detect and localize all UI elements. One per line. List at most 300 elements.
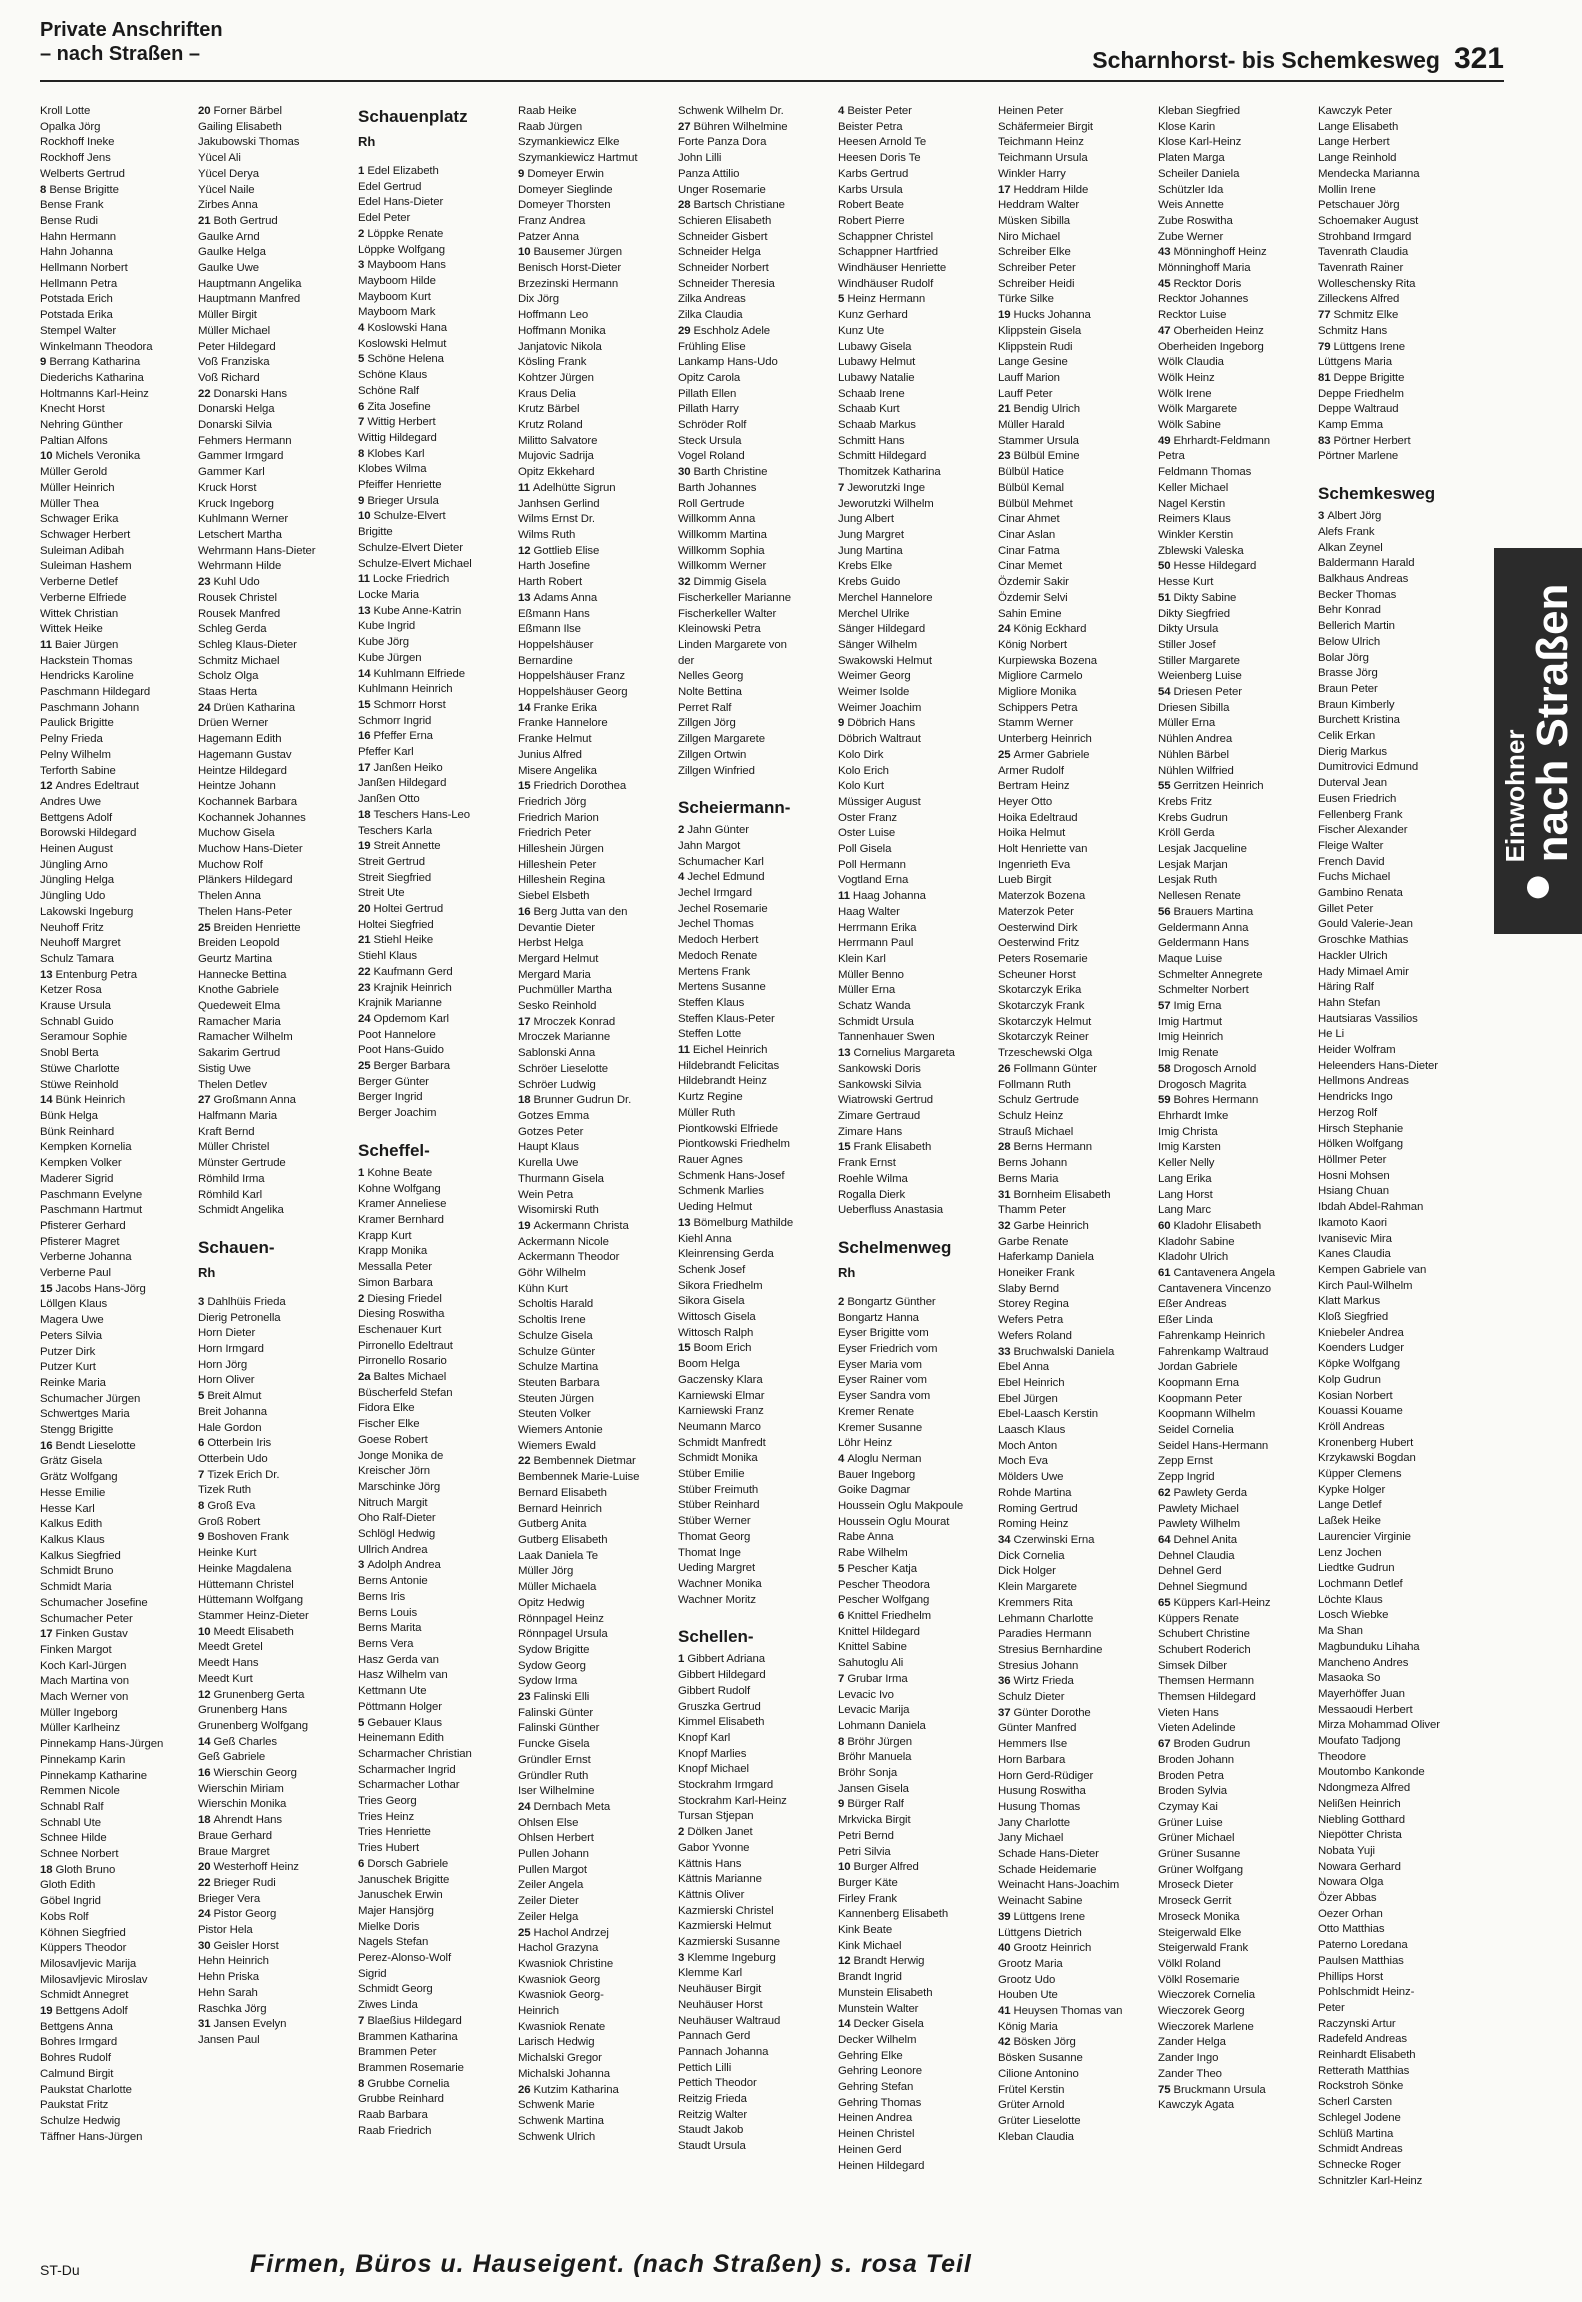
resident-entry [1158, 497, 1308, 513]
house-number: 10 [198, 1625, 214, 1638]
house-number: 17 [518, 1015, 534, 1028]
resident-name: Schnitzler Karl-Heinz [1318, 2174, 1423, 2187]
resident-entry [40, 1030, 190, 1046]
resident-name: Domeyer Sieglinde [518, 183, 613, 196]
resident-entry [998, 1878, 1148, 1894]
resident-name: Kink Michael [838, 1939, 902, 1952]
resident-name: Gibbert Adriana [687, 1653, 765, 1666]
resident-name: Schmidt Monika [678, 1452, 758, 1465]
header-rule [40, 80, 1504, 82]
resident-name: Opdemom Karl [373, 1012, 449, 1025]
resident-entry [1318, 1938, 1468, 1954]
resident-name: Stüber Werner [678, 1515, 751, 1528]
resident-name: Opitz Carola [678, 371, 741, 384]
resident-name: Klose Karin [1158, 120, 1216, 133]
resident-entry [838, 1797, 988, 1813]
resident-name: Schumacher Peter [40, 1612, 133, 1625]
resident-name: Pohlschmidt Heinz- [1318, 1986, 1415, 1999]
resident-entry [40, 842, 190, 858]
resident-entry [678, 449, 828, 465]
resident-name: Pillath Ellen [678, 387, 737, 400]
resident-entry [358, 1982, 508, 1998]
house-number: 10 [518, 246, 534, 259]
resident-name: Bruckmann Ursula [1173, 2083, 1266, 2096]
resident-name: Schappner Christel [838, 230, 934, 243]
resident-name: Grüter Lieselotte [998, 2115, 1081, 2127]
resident-name: Hesse Kurt [1158, 576, 1214, 589]
resident-name: Grüner Michael [1158, 1832, 1235, 1845]
resident-name: Dahlhüis Frieda [207, 1295, 286, 1308]
resident-name: Seidel Hans-Hermann [1158, 1439, 1269, 1452]
resident-entry [678, 1389, 828, 1405]
resident-name: Knittel Friedhelm [847, 1609, 932, 1622]
resident-name: Franz Andrea [518, 214, 586, 227]
resident-name: Stüber Freimuth [678, 1483, 759, 1496]
resident-entry [358, 1747, 508, 1763]
resident-entry [678, 1652, 828, 1668]
resident-entry [40, 1941, 190, 1957]
resident-name: Terforth Sabine [40, 764, 116, 777]
resident-entry [838, 559, 988, 575]
resident-name: Roming Gertrud [998, 1502, 1078, 1515]
resident-entry [1158, 214, 1308, 230]
resident-entry [40, 1627, 190, 1643]
resident-entry [518, 1784, 668, 1800]
resident-name: Nobata Yuji [1318, 1844, 1375, 1857]
resident-name: Moch Anton [998, 1439, 1058, 1452]
resident-entry [358, 792, 508, 808]
resident-entry [518, 952, 668, 968]
resident-entry [40, 1235, 190, 1251]
resident-entry [1318, 792, 1468, 808]
resident-name: Harth Robert [518, 576, 583, 589]
resident-name: Brammen Katharina [358, 2030, 458, 2043]
resident-entry [1318, 340, 1468, 356]
resident-entry [838, 1358, 988, 1374]
resident-name: Klemme Ingeburg [687, 1951, 776, 1964]
resident-name: Sankowski Doris [838, 1062, 921, 1075]
resident-entry [198, 214, 348, 230]
resident-entry [998, 1674, 1148, 1690]
resident-entry [1318, 1954, 1468, 1970]
resident-name: Ikamoto Kaori [1318, 1216, 1387, 1229]
resident-name: Krzykawski Bogdan [1318, 1452, 1416, 1465]
house-number: 30 [198, 1939, 214, 1952]
resident-name: Kättnis Marianne [678, 1873, 762, 1886]
resident-entry [1158, 905, 1308, 921]
resident-entry [678, 1043, 828, 1059]
resident-name: Hautsiaras Vassilios [1318, 1012, 1418, 1025]
resident-name: Steigerwald Elke [1158, 1926, 1242, 1939]
resident-entry [40, 214, 190, 230]
resident-entry [678, 135, 828, 151]
resident-name: Wiemers Ewald [518, 1439, 596, 1452]
resident-name: Ackermann Nicole [518, 1235, 609, 1248]
resident-name: Aloglu Nerman [847, 1452, 922, 1465]
resident-entry [1318, 1012, 1468, 1028]
resident-entry [518, 1753, 668, 1769]
resident-name: Both Gertrud [213, 214, 278, 227]
resident-name: Stockrahm Irmgard [678, 1779, 774, 1792]
resident-entry [358, 1637, 508, 1653]
resident-name: Opitz Ekkehard [518, 466, 595, 479]
resident-entry [40, 1533, 190, 1549]
resident-name: Mayboom Hans [367, 259, 446, 272]
resident-entry [518, 921, 668, 937]
resident-name: Suleiman Adibah [40, 544, 124, 557]
resident-entry [998, 764, 1148, 780]
resident-name: Kruck Ingeborg [198, 497, 274, 510]
resident-name: Thamm Peter [998, 1204, 1066, 1217]
resident-name: Pettich Theodor [678, 2077, 757, 2090]
resident-name: Simsek Dilber [1158, 1659, 1227, 1672]
resident-name: Kladohr Sabine [1158, 1235, 1235, 1248]
resident-entry [1318, 151, 1468, 167]
resident-entry [1158, 1297, 1308, 1313]
resident-name: Willkomm Werner [678, 560, 767, 573]
resident-entry [1318, 1687, 1468, 1703]
resident-entry [1158, 528, 1308, 544]
resident-name: Scharmacher Christian [358, 1747, 472, 1760]
resident-entry [838, 1109, 988, 1125]
resident-entry [678, 1074, 828, 1090]
resident-entry [838, 355, 988, 371]
resident-entry [358, 1197, 508, 1213]
resident-entry [198, 1109, 348, 1125]
resident-name: Zita Josefine [367, 400, 431, 413]
resident-entry [198, 402, 348, 418]
resident-name: Geß Charles [213, 1735, 278, 1748]
resident-entry [1318, 1153, 1468, 1169]
resident-name: Boom Helga [678, 1358, 740, 1371]
resident-name: Hachol Andrzej [533, 1926, 609, 1939]
resident-entry [40, 1062, 190, 1078]
resident-entry [1158, 1062, 1308, 1078]
resident-entry [40, 905, 190, 921]
resident-name: Lüttgens Irene [1013, 1910, 1085, 1923]
resident-name: Beister Petra [838, 120, 903, 133]
resident-entry [838, 245, 988, 261]
resident-name: Horn Oliver [198, 1374, 255, 1387]
resident-name: Haag Walter [838, 905, 900, 918]
resident-entry [1158, 1941, 1308, 1957]
resident-entry [998, 1706, 1148, 1722]
resident-entry [838, 340, 988, 356]
house-number: 15 [678, 1342, 694, 1355]
resident-name: Paterno Loredana [1318, 1939, 1408, 1952]
resident-name: Recktor Johannes [1158, 293, 1249, 306]
resident-name: Krause Ursula [40, 1000, 111, 1013]
resident-entry [198, 1750, 348, 1766]
resident-name: Jüngling Udo [40, 890, 106, 903]
resident-entry [518, 559, 668, 575]
resident-entry [678, 402, 828, 418]
resident-entry [998, 418, 1148, 434]
resident-entry [838, 795, 988, 811]
resident-entry [678, 1684, 828, 1700]
house-number: 31 [998, 1188, 1014, 1201]
resident-name: Reitzig Walter [678, 2108, 748, 2121]
resident-entry [358, 902, 508, 918]
resident-name: Schaab Irene [838, 387, 905, 400]
resident-entry [1158, 858, 1308, 874]
resident-name: Zeiler Angela [518, 1879, 584, 1892]
resident-name: Kösling Frank [518, 356, 587, 369]
resident-entry [838, 575, 988, 591]
resident-entry [358, 839, 508, 855]
resident-entry [198, 638, 348, 654]
resident-entry [1158, 402, 1308, 418]
resident-entry [40, 1517, 190, 1533]
resident-entry [678, 1809, 828, 1825]
page-header-left [40, 18, 440, 66]
resident-entry [198, 434, 348, 450]
resident-name: Mroczek Marianne [518, 1031, 611, 1044]
resident-entry [1318, 2017, 1468, 2033]
resident-name: Hoika Edeltraud [998, 811, 1078, 824]
house-number: 65 [1158, 1596, 1174, 1609]
resident-name: Jansen Evelyn [213, 2018, 287, 2031]
resident-name: Thelen Hans-Peter [198, 905, 292, 918]
resident-entry [40, 449, 190, 465]
resident-name: Albert Jörg [1327, 510, 1382, 523]
resident-entry [358, 1386, 508, 1402]
resident-entry [1158, 1973, 1308, 1989]
resident-entry [838, 1203, 988, 1219]
resident-name: Maderer Sigrid [40, 1172, 114, 1185]
resident-entry [838, 1405, 988, 1421]
resident-name: Schmidt Ursula [838, 1015, 914, 1028]
resident-entry [198, 2017, 348, 2033]
resident-entry [198, 371, 348, 387]
resident-name: Bröhr Manuela [838, 1751, 912, 1764]
resident-entry [198, 1656, 348, 1672]
resident-entry [518, 528, 668, 544]
resident-name: Haupt Klaus [518, 1141, 579, 1154]
header-title-line2: – nach Straßen – [40, 43, 201, 65]
resident-entry [998, 1329, 1148, 1345]
resident-entry [518, 732, 668, 748]
resident-entry [1318, 1765, 1468, 1781]
resident-entry [40, 340, 190, 356]
resident-name: Kube Jörg [358, 636, 410, 649]
resident-name: Streit Siegfried [358, 871, 432, 884]
resident-name: Gotzes Emma [518, 1110, 590, 1122]
street-heading: Schauen- [198, 1237, 275, 1257]
house-number: 2 [678, 824, 688, 837]
resident-name: Kolo Erich [838, 764, 889, 777]
resident-name: Tries Georg [358, 1795, 417, 1808]
resident-name: Slaby Bernd [998, 1282, 1059, 1295]
section-tab[interactable] [1494, 548, 1582, 934]
resident-entry [838, 2143, 988, 2159]
resident-entry [358, 824, 508, 840]
resident-entry [198, 1140, 348, 1156]
resident-entry [838, 685, 988, 701]
resident-name: Hesse Hildegard [1173, 560, 1257, 573]
house-number: 5 [838, 293, 848, 306]
resident-entry [998, 1423, 1148, 1439]
resident-name: Heintze Hildegard [198, 764, 287, 777]
resident-entry [198, 1483, 348, 1499]
resident-name: Rousek Christel [198, 591, 277, 604]
resident-entry [198, 120, 348, 136]
resident-entry [1158, 873, 1308, 889]
resident-entry [1158, 842, 1308, 858]
resident-name: Baltes Michael [373, 1371, 447, 1384]
resident-entry [40, 2020, 190, 2036]
resident-entry [838, 983, 988, 999]
resident-name: Becker Thomas [1318, 588, 1397, 601]
resident-entry [1318, 434, 1468, 450]
resident-name: Tries Heinz [358, 1810, 415, 1823]
resident-entry [518, 1470, 668, 1486]
resident-name: Müller Ingeborg [40, 1706, 118, 1719]
resident-name: Niepötter Christa [1318, 1829, 1402, 1842]
resident-entry [40, 1910, 190, 1926]
resident-name: Wölk Heinz [1158, 371, 1215, 384]
resident-name: Berns Maria [998, 1172, 1059, 1185]
resident-name: Heinke Kurt [198, 1547, 257, 1560]
resident-entry [678, 949, 828, 965]
resident-name: Heinen August [40, 843, 113, 856]
house-number: 3 [358, 259, 368, 272]
resident-entry [1318, 355, 1468, 371]
resident-entry [40, 873, 190, 889]
resident-name: Jechel Rosemarie [678, 902, 768, 915]
resident-entry [838, 1172, 988, 1188]
resident-name: Rockhoff Ineke [40, 136, 115, 149]
resident-name: Stresius Johann [998, 1659, 1079, 1672]
resident-name: Brammen Peter [358, 2046, 437, 2059]
resident-name: Peter Hildegard [198, 340, 276, 353]
house-number: 11 [678, 1044, 693, 1057]
resident-name: Steffen Klaus [678, 996, 745, 1009]
resident-name: Brieger Ursula [367, 494, 439, 507]
resident-name: Calmund Birgit [40, 2067, 114, 2080]
resident-entry [1318, 1373, 1468, 1389]
resident-entry [518, 1973, 668, 1989]
resident-name: Holtei Gertrud [373, 903, 444, 916]
resident-entry [838, 1672, 988, 1688]
resident-name: Lüttgens Dietrich [998, 1926, 1082, 1939]
resident-name: Adolph Andrea [367, 1559, 441, 1572]
resident-entry [358, 1166, 508, 1182]
resident-name: Neumann Marco [678, 1420, 761, 1433]
resident-entry [1158, 795, 1308, 811]
resident-name: Hachol Grazyna [518, 1942, 599, 1955]
resident-entry [678, 575, 828, 591]
resident-entry [1158, 1329, 1308, 1345]
resident-name: Dehnel Claudia [1158, 1549, 1235, 1562]
resident-entry [1318, 1828, 1468, 1844]
resident-entry [40, 1957, 190, 1973]
house-number: 26 [998, 1062, 1014, 1075]
resident-name: Garbe Renate [998, 1235, 1069, 1248]
house-number: 5 [198, 1390, 208, 1403]
resident-name: Nitruch Margit [358, 1496, 428, 1509]
resident-entry [1158, 167, 1308, 183]
resident-name: Donarski Silvia [198, 419, 272, 432]
resident-name: Brandt Ingrid [838, 1971, 902, 1984]
resident-entry [678, 324, 828, 340]
resident-entry [518, 1078, 668, 1094]
house-number: 33 [998, 1345, 1014, 1358]
resident-entry [1158, 638, 1308, 654]
resident-entry [198, 1295, 348, 1311]
resident-name: Schippers Petra [998, 701, 1078, 714]
resident-entry [998, 434, 1148, 450]
resident-name: Stüber Emilie [678, 1468, 745, 1481]
resident-name: Yücel Derya [198, 167, 259, 180]
resident-name: Heleenders Hans-Dieter [1318, 1059, 1438, 1072]
resident-name: Grootz Maria [998, 1957, 1063, 1970]
resident-entry [998, 1203, 1148, 1219]
resident-entry [198, 1530, 348, 1546]
resident-entry [198, 983, 348, 999]
resident-name: Gaczensky Klara [678, 1373, 763, 1386]
resident-entry [998, 1345, 1148, 1361]
resident-name: Goese Robert [358, 1433, 428, 1446]
resident-entry [838, 701, 988, 717]
resident-entry [198, 1640, 348, 1656]
resident-name: Gould Valerie-Jean [1318, 918, 1413, 931]
resident-name: Wierschin Miriam [198, 1782, 284, 1795]
resident-entry [838, 481, 988, 497]
resident-name: Skotarczyk Reiner [998, 1031, 1089, 1044]
resident-entry [40, 1769, 190, 1785]
resident-name: Pawlety Wilhelm [1158, 1518, 1241, 1531]
resident-entry [1318, 1781, 1468, 1797]
resident-entry [358, 1182, 508, 1198]
resident-name: Streit Gertrud [358, 855, 425, 868]
house-number: 25 [358, 1060, 374, 1073]
resident-name: Schulze Gisela [518, 1329, 593, 1342]
resident-name: Sänger Wilhelm [838, 638, 917, 651]
resident-entry [678, 839, 828, 855]
resident-name: Barth Johannes [678, 481, 757, 494]
resident-entry [358, 337, 508, 353]
resident-name: Ebel Jürgen [998, 1392, 1058, 1405]
resident-name: Bünk Heinrich [55, 1094, 126, 1107]
resident-entry [1318, 2174, 1468, 2190]
resident-name: Beister Peter [847, 105, 912, 117]
resident-name: Gehring Thomas [838, 2096, 922, 2109]
resident-name: Pistor Georg [213, 1908, 277, 1921]
resident-name: Ackermann Christa [533, 1219, 629, 1232]
resident-entry [198, 1813, 348, 1829]
resident-entry [40, 355, 190, 371]
resident-entry [198, 1970, 348, 1986]
resident-name: Löhr Heinz [838, 1437, 893, 1450]
resident-name: Dernbach Meta [533, 1800, 611, 1813]
resident-name: Hagemann Gustav [198, 748, 292, 761]
resident-name: Rauer Agnes [678, 1154, 743, 1166]
resident-entry [998, 120, 1148, 136]
resident-entry [678, 544, 828, 560]
resident-name: Zander Theo [1158, 2067, 1222, 2080]
resident-entry [1158, 1721, 1308, 1737]
resident-name: Oesterwind Fritz [998, 937, 1080, 950]
resident-entry [198, 1015, 348, 1031]
resident-entry [838, 135, 988, 151]
resident-name: Mollin Irene [1318, 183, 1376, 196]
resident-name: Friedrich Marion [518, 811, 599, 824]
resident-name: Zepp Ernst [1158, 1455, 1213, 1468]
resident-name: Gaulke Uwe [198, 262, 260, 275]
resident-name: Mroseck Dieter [1158, 1879, 1234, 1892]
resident-name: Groschke Mathias [1318, 934, 1409, 947]
